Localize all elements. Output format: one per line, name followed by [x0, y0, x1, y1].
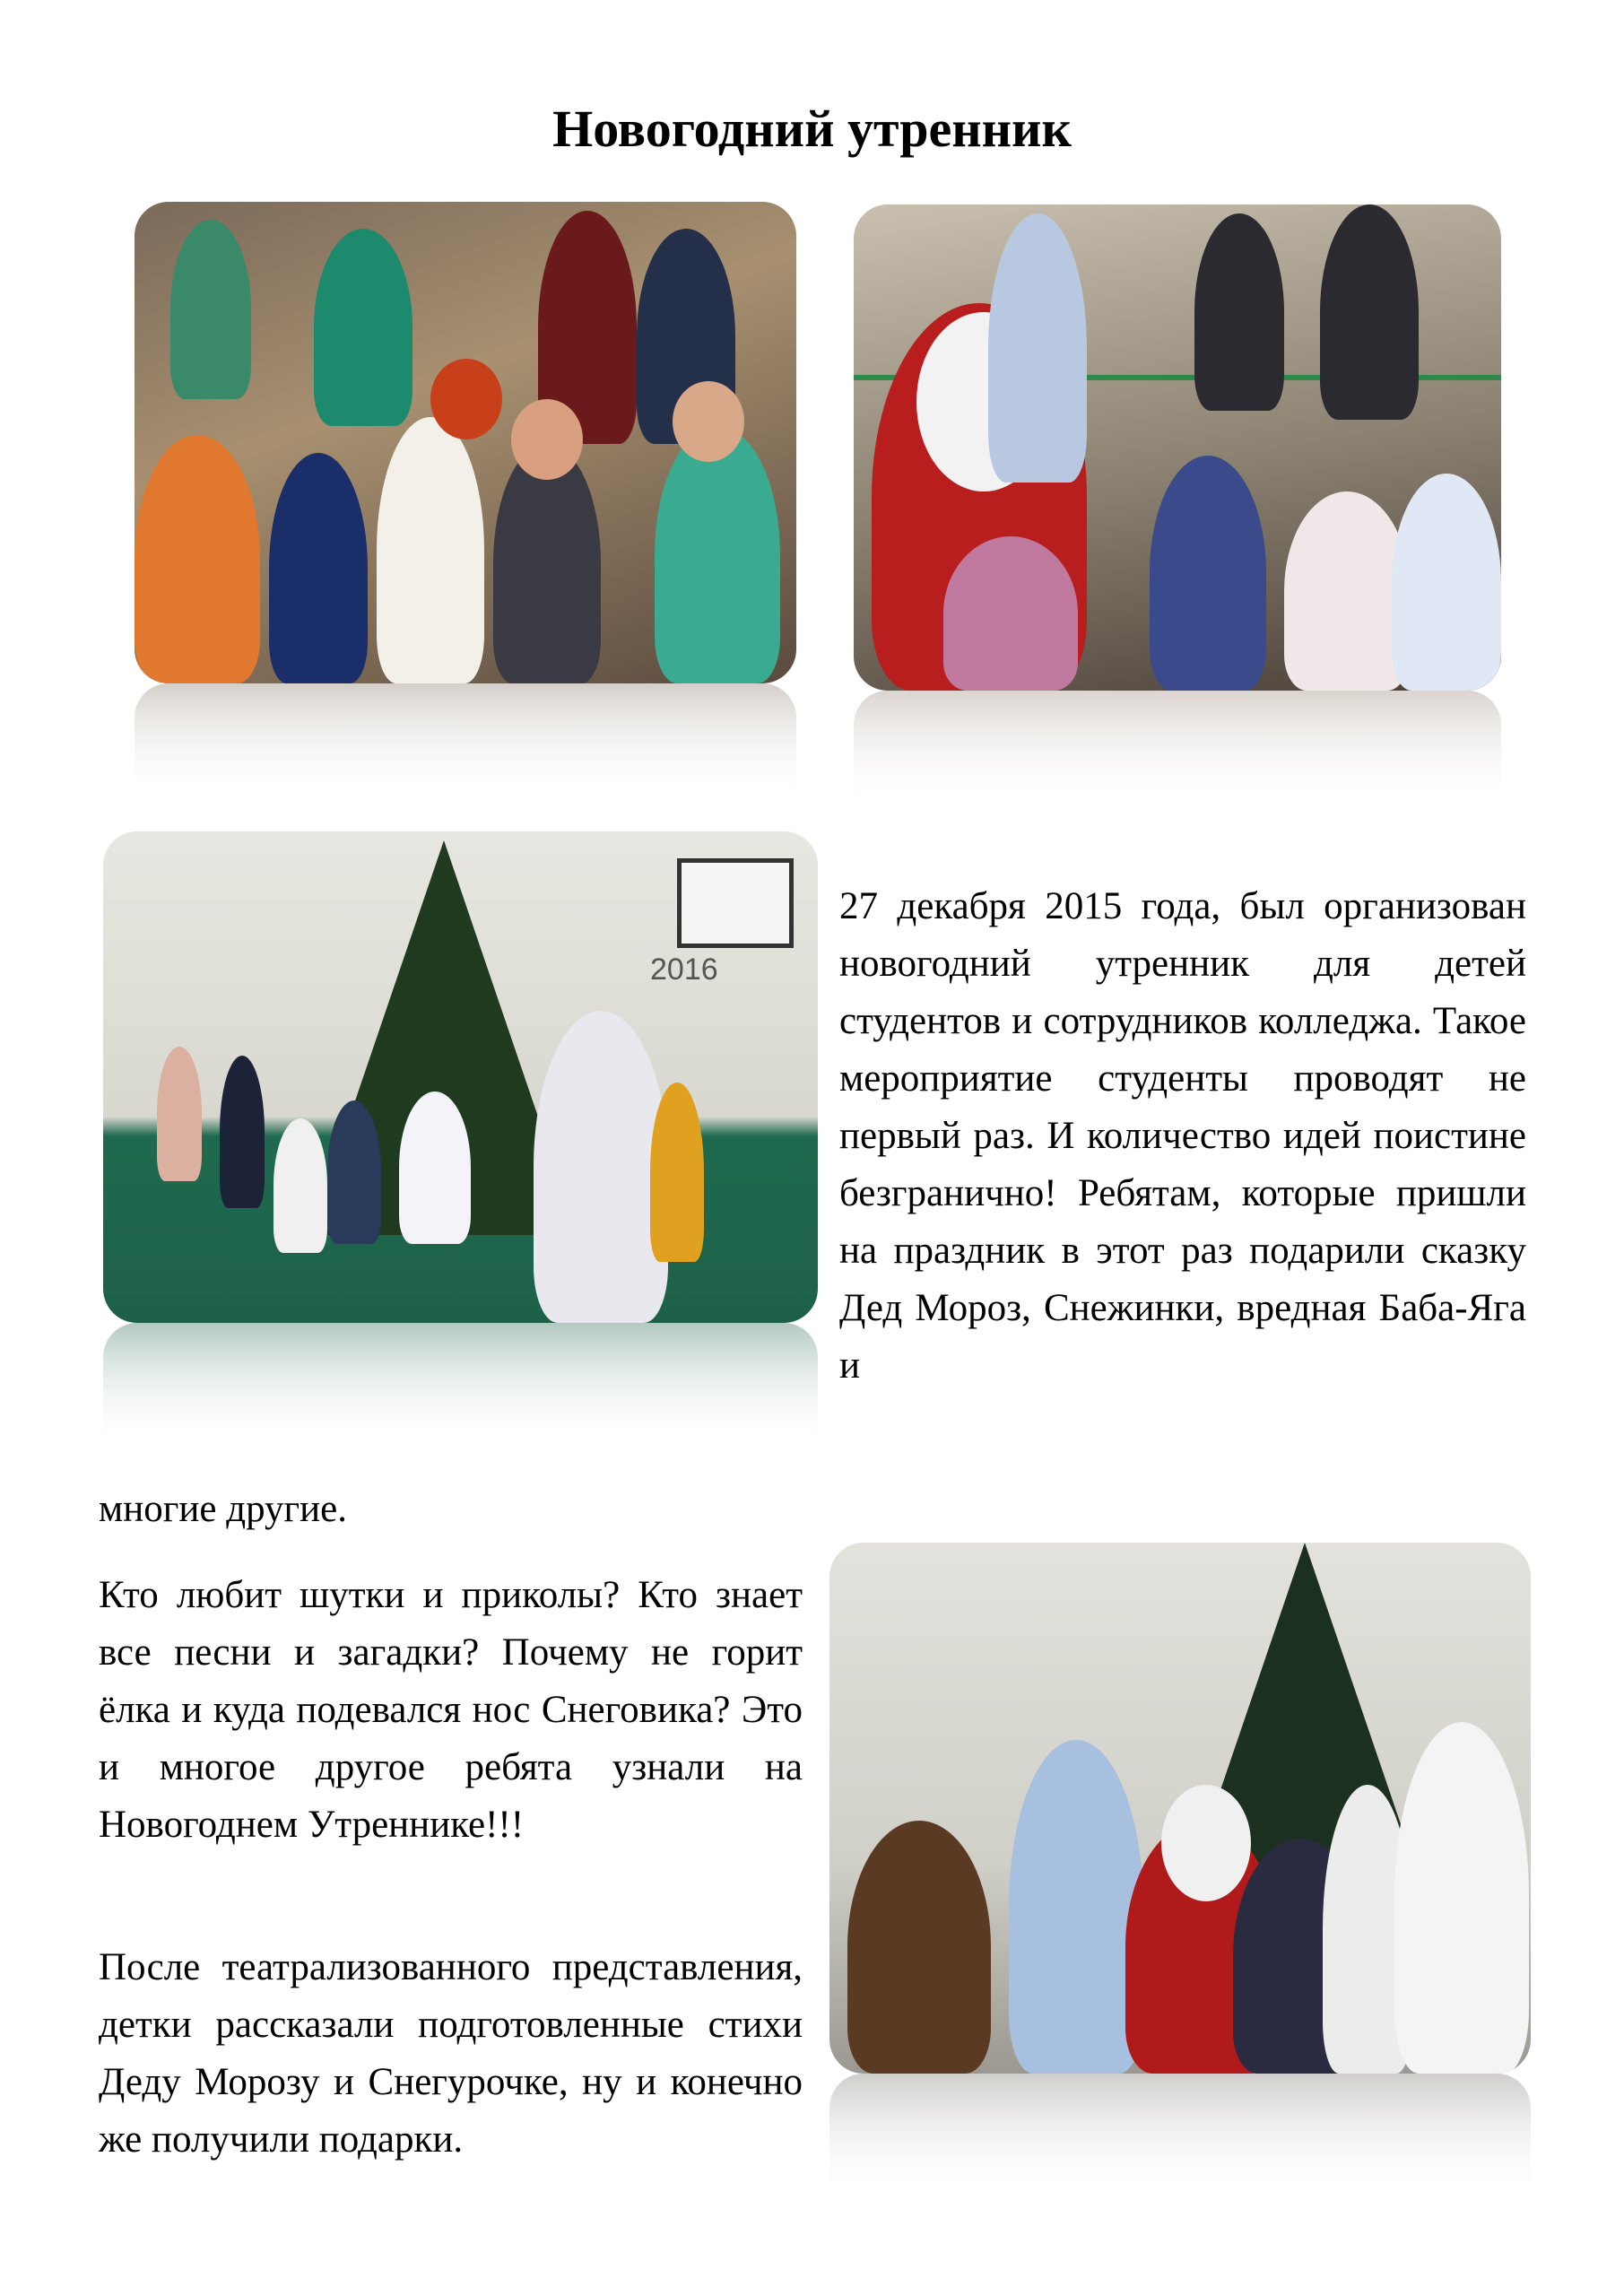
page-title: Новогодний утренник [552, 100, 1072, 158]
paragraph-intro: 27 декабря 2015 года, был организован новогодний утренник для детей студентов и сотрудников колледжа. Такое мероприятие студенты проводят не первый раз. И количество идей поистине безгранично! Ребятам, которые пришли на праздник в этот раз подарили сказку Дед Мороз, Снежинки, вредная Баба-Яга и [839, 885, 1526, 1387]
photo-children-seated [135, 202, 796, 683]
paragraph-questions: Кто любит шутки и приколы? Кто знает все песни и загадки? Почему не горит ёлка и куда подевался нос Снеговика? Это и многое другое ребята узнали на Новогоднем Утреннике!!! [99, 1574, 803, 1846]
photo-characters-group-reflection [829, 2074, 1531, 2208]
photo-christmas-tree-gym [103, 831, 818, 1323]
photo-children-seated-reflection [135, 683, 796, 809]
photo-christmas-tree-gym-reflection [103, 1323, 818, 1457]
paragraph-intro-end: многие другие. [99, 1488, 348, 1530]
banner-2016: 2016 [650, 952, 718, 987]
photo-ded-moroz-children-reflection [854, 691, 1501, 816]
photo-ded-moroz-children [854, 204, 1501, 691]
photo-characters-group [829, 1543, 1531, 2074]
paragraph-gifts: После театрализованного представления, детки рассказали подготовленные стихи Деду Морозу и Снегурочке, ну и конечно же получили подарки. [99, 1946, 803, 2161]
